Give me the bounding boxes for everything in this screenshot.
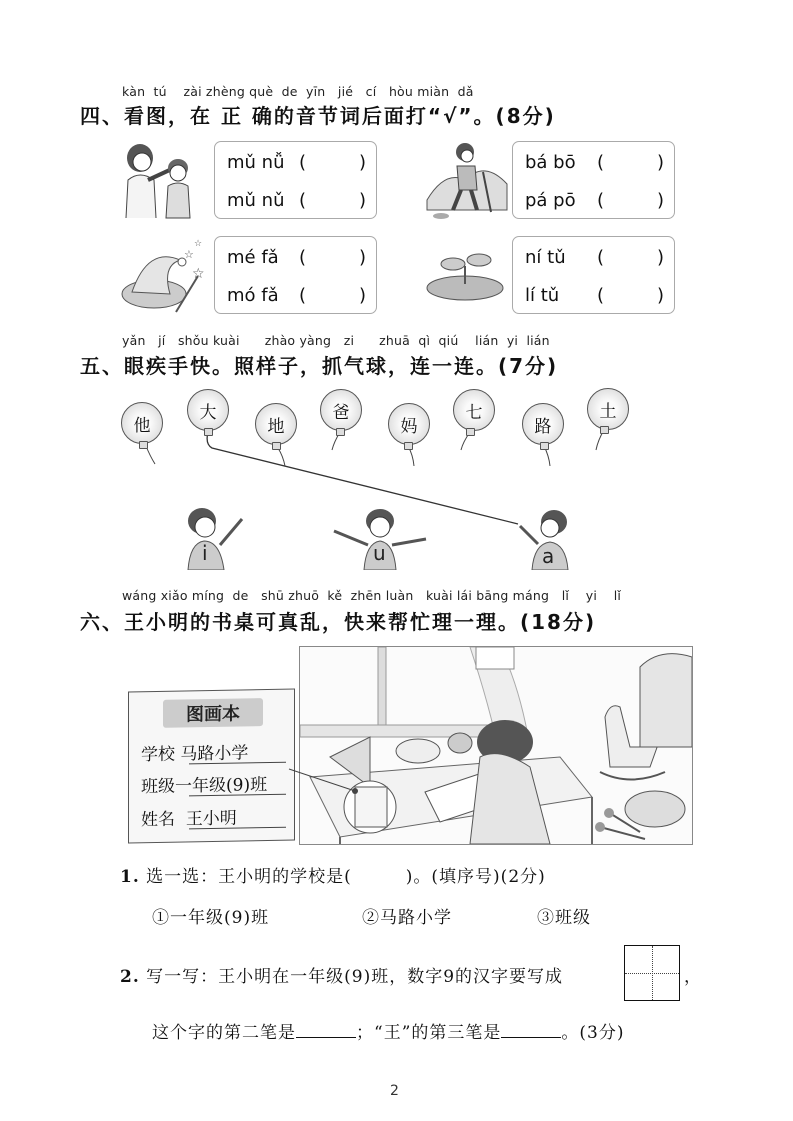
balloon-knot xyxy=(600,426,609,434)
paren-open: ( xyxy=(597,246,605,268)
paren-close: ) xyxy=(358,151,366,173)
balloon-char: 妈 xyxy=(400,416,418,437)
pinyin-word: ní tǔ xyxy=(525,246,566,268)
balloon-knot xyxy=(139,441,148,449)
paren-close: ) xyxy=(358,246,366,268)
card-header: 图画本 xyxy=(163,698,263,728)
svg-text:☆: ☆ xyxy=(194,239,203,249)
section5-pinyin: yǎn jí shǒu kuài zhào yàng zi zhuā qì qiú lián yi lián xyxy=(122,333,550,348)
section4-title: 四、看图，在 正 确的音节词后面打“√”。(8分) xyxy=(80,104,556,128)
choice-2[interactable]: ②马路小学 xyxy=(362,908,452,928)
balloon-char: 爸 xyxy=(332,402,350,423)
balloon[interactable] xyxy=(187,389,229,431)
choice-1[interactable]: ①一年级(9)班 xyxy=(152,908,270,928)
pinyin-word: lí tǔ xyxy=(525,284,560,306)
pinyin-word: pá pō xyxy=(525,189,576,211)
balloon-knot xyxy=(272,442,281,450)
section4-pinyin: kàn tú zài zhèng què de yīn jié cí hòu miàn dǎ xyxy=(122,84,474,99)
grid-guide-v xyxy=(652,946,653,1000)
writing-grid-box[interactable] xyxy=(624,945,680,1001)
card-field-school xyxy=(141,738,248,765)
balloon[interactable] xyxy=(121,402,163,444)
text: 。(3分) xyxy=(561,1023,625,1043)
paren-close: ) xyxy=(656,284,664,306)
field-label: 学校 xyxy=(141,744,175,766)
paren-close: ) xyxy=(358,284,366,306)
field-label: 班级 xyxy=(141,776,175,798)
pinyin-word: bá bō xyxy=(525,151,576,173)
paren-open: ( xyxy=(299,284,307,306)
question-2-line2 xyxy=(152,1018,624,1043)
balloon-char: 地 xyxy=(267,416,285,437)
section6-title: 六、王小明的书桌可真乱，快来帮忙理一理。(18分) xyxy=(80,610,597,634)
svg-text:☆: ☆ xyxy=(184,248,194,261)
kid-letter: a xyxy=(542,544,555,568)
balloon-char: 土 xyxy=(599,401,617,422)
kid-u[interactable] xyxy=(328,505,433,570)
section6-pinyin: wáng xiǎo míng de shū zhuō kě zhēn luàn kuài lái bāng máng lǐ yi lǐ xyxy=(122,588,622,603)
paren-close: ) xyxy=(656,246,664,268)
balloon[interactable] xyxy=(255,403,297,445)
text: 这个字的第二笔是 xyxy=(152,1023,296,1043)
kid-letter: i xyxy=(202,541,208,565)
question-number: 1. xyxy=(120,867,140,887)
answer-blank[interactable] xyxy=(296,1019,356,1038)
balloon[interactable] xyxy=(522,403,564,445)
pinyin-word: mǔ nǚ xyxy=(227,151,285,173)
paren-open: ( xyxy=(299,246,307,268)
balloon-knot xyxy=(466,428,475,436)
pinyin-word: mó fǎ xyxy=(227,284,279,306)
text: ；“王”的第三笔是 xyxy=(356,1023,502,1043)
kid-letter: u xyxy=(373,541,386,565)
drawing-book-cover xyxy=(128,689,295,844)
field-value: 马路小学 xyxy=(180,743,249,765)
paren-open: ( xyxy=(597,151,605,173)
paren-close: ) xyxy=(358,189,366,211)
kid-a[interactable] xyxy=(512,508,577,570)
question-text: 选一选：王小明的学校是( )。(填序号)(2分) xyxy=(146,867,546,887)
paren-open: ( xyxy=(597,284,605,306)
section5-title: 五、眼疾手快。照样子，抓气球，连一连。(7分) xyxy=(80,354,559,378)
balloon[interactable] xyxy=(587,388,629,430)
paren-open: ( xyxy=(299,189,307,211)
paren-open: ( xyxy=(597,189,605,211)
comma: ， xyxy=(684,967,702,987)
card-field-class xyxy=(141,770,267,797)
pinyin-word: mé fǎ xyxy=(227,246,279,268)
messy-desk-scene xyxy=(299,646,693,845)
desk-scene-illustration xyxy=(300,647,692,844)
field-value: 王小明 xyxy=(185,808,237,830)
balloon-knot xyxy=(404,442,413,450)
field-label: 姓名 xyxy=(141,809,175,831)
question-2 xyxy=(120,962,563,987)
svg-text:☆: ☆ xyxy=(192,266,205,282)
balloon-char: 他 xyxy=(133,415,151,436)
balloon-char: 七 xyxy=(465,402,483,423)
paren-close: ) xyxy=(656,151,664,173)
paren-close: ) xyxy=(656,189,664,211)
balloon-char: 路 xyxy=(534,416,552,437)
card-field-name xyxy=(141,804,237,831)
balloon-char: 大 xyxy=(199,402,217,423)
page-number: 2 xyxy=(390,1083,399,1099)
balloon-knot xyxy=(540,442,549,450)
answer-blank[interactable] xyxy=(501,1019,561,1038)
kid-i[interactable] xyxy=(180,505,260,570)
pinyin-word: mǔ nǔ xyxy=(227,189,285,211)
field-value: 一年级(9)班 xyxy=(175,775,268,797)
balloon[interactable] xyxy=(453,389,495,431)
boy-illustration xyxy=(180,505,260,570)
balloon-knot xyxy=(204,428,213,436)
choice-3[interactable]: ③班级 xyxy=(537,908,591,928)
question-1 xyxy=(120,862,546,887)
question-text: 写一写：王小明在一年级(9)班，数字9的汉字要写成 xyxy=(146,967,564,987)
balloon-knot xyxy=(336,428,345,436)
balloon[interactable] xyxy=(320,389,362,431)
callout-line xyxy=(285,765,375,795)
question-number: 2. xyxy=(120,967,140,987)
paren-open: ( xyxy=(299,151,307,173)
balloon[interactable] xyxy=(388,403,430,445)
